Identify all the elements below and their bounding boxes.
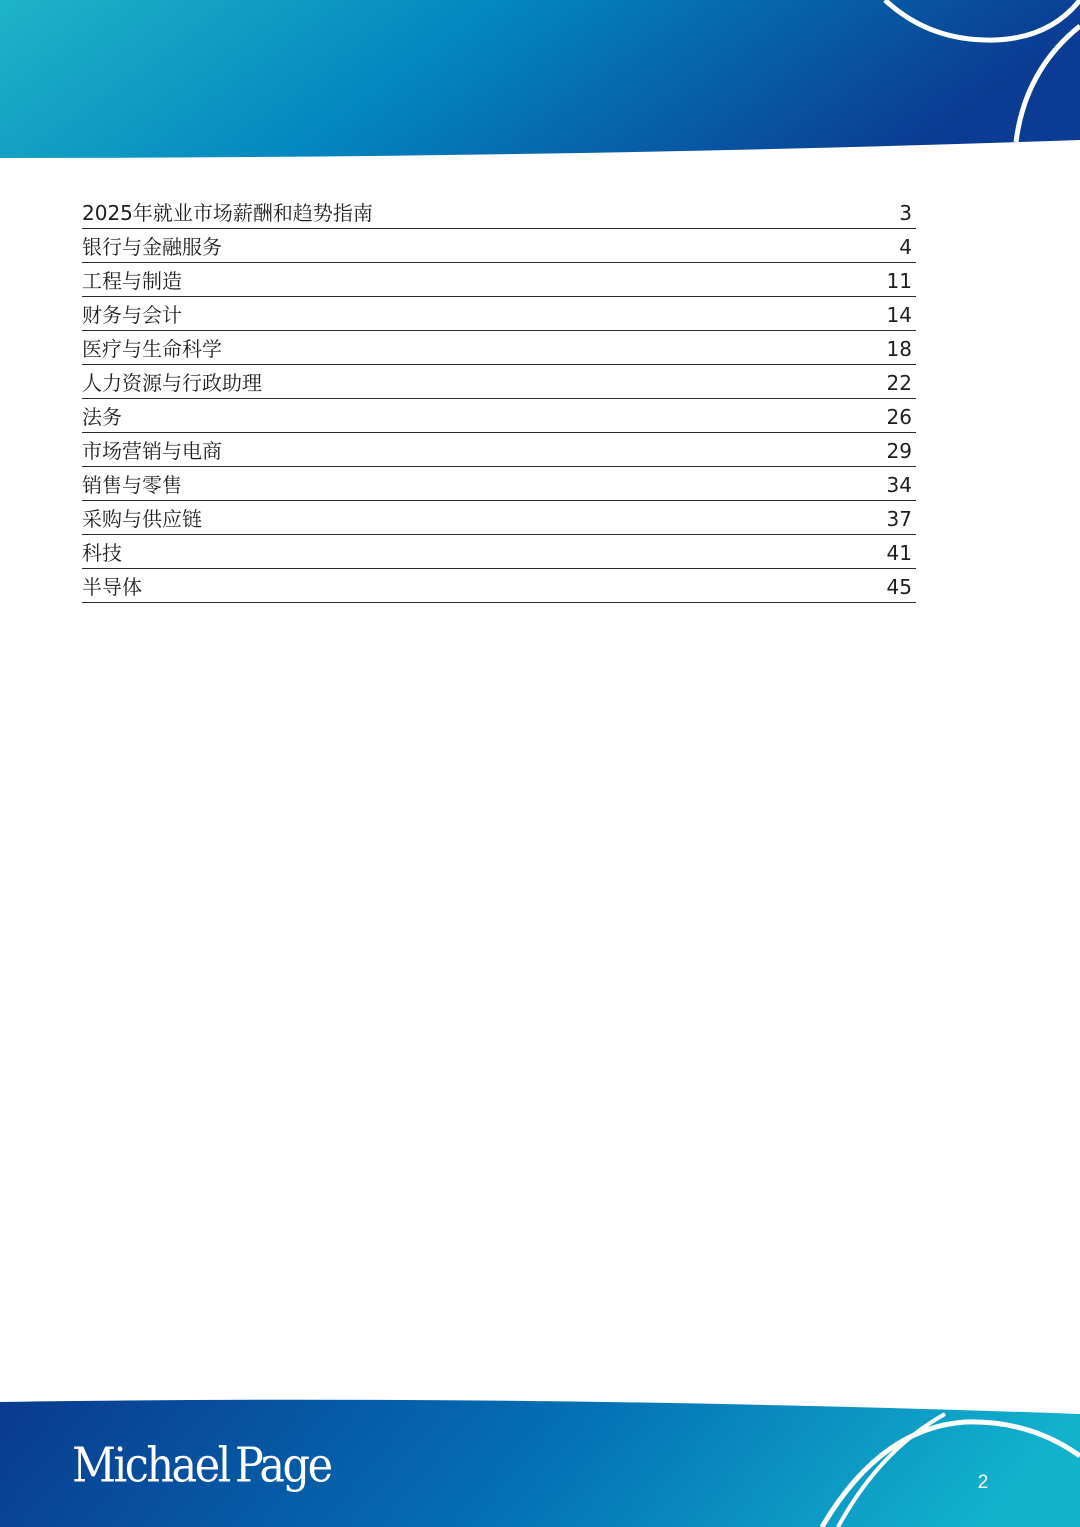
logo-text-page: Page (234, 1437, 331, 1494)
toc-entry-title: 2025年就业市场薪酬和趋势指南 (82, 200, 373, 225)
toc-entry-page: 11 (886, 268, 912, 293)
michael-page-logo (72, 1432, 331, 1499)
logo-text-michael: Michael (72, 1437, 229, 1494)
toc-entry-page: 3 (899, 200, 912, 225)
toc-entry[interactable] (82, 467, 916, 501)
toc-entry-title: 销售与零售 (82, 472, 182, 497)
toc-entry-page: 26 (886, 404, 912, 429)
toc-entry-title: 采购与供应链 (82, 506, 202, 531)
toc-entry[interactable] (82, 535, 916, 569)
toc-entry[interactable] (82, 399, 916, 433)
toc-entry[interactable] (82, 331, 916, 365)
toc-entry-title: 财务与会计 (82, 302, 182, 327)
toc-entry-page: 22 (886, 370, 912, 395)
toc-entry-title: 医疗与生命科学 (82, 336, 222, 361)
toc-entry-title: 法务 (82, 404, 122, 429)
toc-entry-page: 34 (886, 472, 912, 497)
toc-entry-title: 工程与制造 (82, 268, 182, 293)
toc-entry-title: 人力资源与行政助理 (82, 370, 262, 395)
header-decoration (0, 0, 1080, 170)
toc-entry[interactable] (82, 263, 916, 297)
toc-entry[interactable] (82, 229, 916, 263)
toc-entry-page: 14 (886, 302, 912, 327)
toc-entry-title: 半导体 (82, 574, 142, 599)
toc-entry[interactable] (82, 501, 916, 535)
table-of-contents (82, 195, 916, 603)
toc-entry-title: 市场营销与电商 (82, 438, 222, 463)
page-number: 2 (977, 1472, 989, 1493)
toc-entry-title: 银行与金融服务 (82, 234, 222, 259)
toc-entry[interactable] (82, 365, 916, 399)
toc-entry[interactable] (82, 569, 916, 603)
toc-entry[interactable] (82, 297, 916, 331)
toc-entry-page: 41 (886, 540, 912, 565)
toc-entry-page: 45 (886, 574, 912, 599)
toc-entry-page: 18 (886, 336, 912, 361)
toc-entry-title: 科技 (82, 540, 122, 565)
toc-entry[interactable] (82, 433, 916, 467)
toc-entry-page: 29 (886, 438, 912, 463)
toc-entry[interactable] (82, 195, 916, 229)
toc-entry-page: 4 (899, 234, 912, 259)
toc-entry-page: 37 (886, 506, 912, 531)
